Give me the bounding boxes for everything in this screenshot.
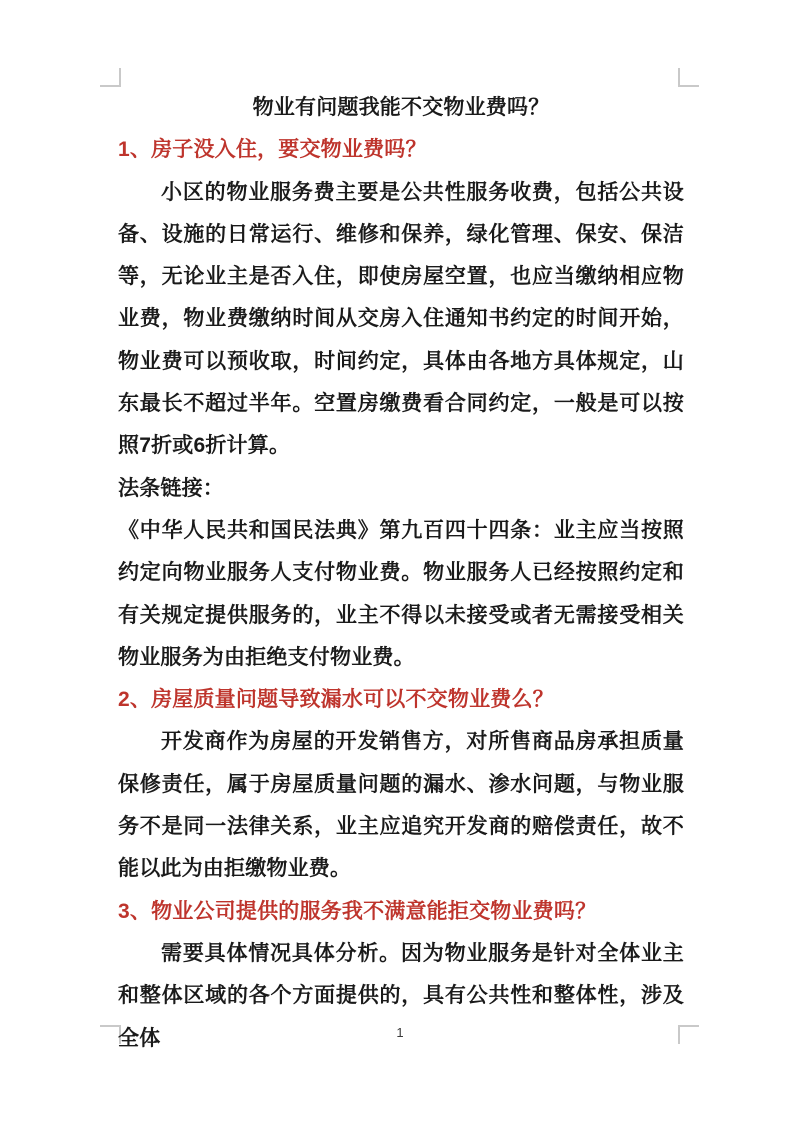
crop-mark-top-right bbox=[678, 68, 699, 87]
section-3-heading: 3、物业公司提供的服务我不满意能拒交物业费吗？ bbox=[118, 899, 597, 923]
document-title: 物业有问题我能不交物业费吗？ bbox=[252, 96, 550, 119]
section-1-paragraph-1: 小区的物业服务费主要是公共性服务收费，包括公共设备、设施的日常运行、维修和保养，绿化管理、保安、保洁等，无论业主是否入住，即使房屋空置，也应当缴纳相应物业费，物业费缴纳时间从交房入住通知书约定的时间开始，物业费可以预收取，时间约定，具体由各地方具体规定，山东最长不超过半年。空置房缴费看合同约定，一般是可以按照7折或6折计算。 bbox=[118, 180, 684, 458]
law-link-label: 法条链接： bbox=[118, 476, 224, 500]
law-citation-paragraph: 《中华人民共和国民法典》第九百四十四条：业主应当按照约定向物业服务人支付物业费。物业服务人已经按照约定和有关规定提供服务的，业主不得以未接受或者无需接受相关物业服务为由拒绝支付物业费。 bbox=[118, 518, 684, 669]
crop-mark-top-left bbox=[100, 68, 121, 87]
page-number: 1 bbox=[396, 1025, 404, 1040]
section-3-paragraph-1: 需要具体情况具体分析。因为物业服务是针对全体业主和整体区域的各个方面提供的，具有公共性和整体性，涉及全体 bbox=[118, 941, 684, 1050]
document-body bbox=[118, 87, 684, 1060]
section-2-paragraph-1: 开发商作为房屋的开发销售方，对所售商品房承担质量保修责任，属于房屋质量问题的漏水、渗水问题，与物业服务不是同一法律关系，业主应追究开发商的赔偿责任，故不能以此为由拒缴物业费。 bbox=[118, 730, 684, 881]
section-1-heading: 1、房子没入住，要交物业费吗？ bbox=[118, 138, 427, 162]
section-2-heading: 2、房屋质量问题导致漏水可以不交物业费么？ bbox=[118, 688, 554, 712]
